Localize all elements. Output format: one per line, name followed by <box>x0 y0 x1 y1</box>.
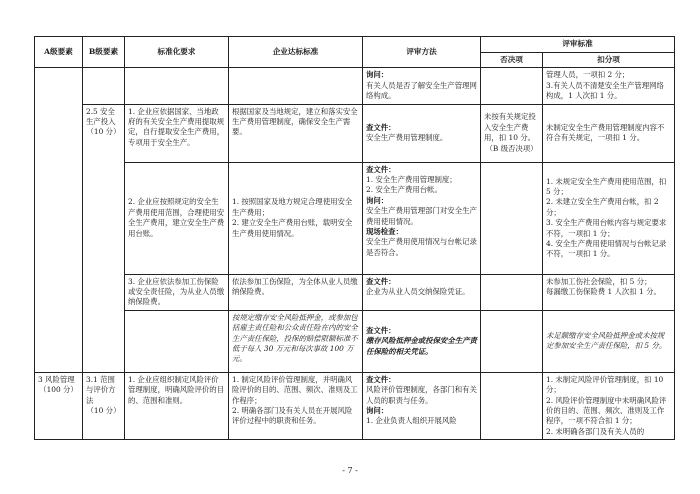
deduct-text: 未参加工伤社会保险，扣 5 分； <box>546 276 652 286</box>
method-text: 缴存风险抵押金或投保安全生产责任保险的相关凭证。 <box>366 336 477 356</box>
enterprise-cell <box>229 162 363 274</box>
veto-cell <box>481 274 543 310</box>
method-cell <box>363 104 481 162</box>
a-element-score: （100 分） <box>39 385 78 395</box>
standard-cell: 3. 企业应依法参加工伤保险或安全责任险，为从业人员缴纳保险费。 <box>125 274 229 310</box>
method-text: 有关人员是否了解安全生产管理网络构成。 <box>366 80 477 101</box>
page-number: - 7 - <box>342 466 358 475</box>
enterprise-text: 1. 按照国家及地方规定合理使用安全生产费用； <box>232 197 353 217</box>
header-review-standard: 评审标准 <box>481 37 675 53</box>
standard-cell: 2. 企业应按照规定的安全生产费用使用范围，合理使用安全生产费用，建立安全生产费用台账。 <box>125 162 229 274</box>
table-row <box>35 372 675 439</box>
header-enterprise-standard: 企业达标标准 <box>229 37 363 68</box>
method-text: 企业为从业人员交纳保险凭证。 <box>366 287 470 297</box>
method-text: 1. 安全生产费用管理制度； <box>366 175 457 185</box>
standard-cell <box>125 68 229 104</box>
method-label: 询问： <box>366 195 389 205</box>
method-label: 询问： <box>366 70 389 80</box>
method-label: 查文件： <box>366 122 396 132</box>
b-element-cell <box>83 104 125 372</box>
method-text: 2. 安全生产费用台帐。 <box>366 185 442 195</box>
enterprise-cell <box>229 68 363 104</box>
deduct-text: 1. 未规定安全生产费用使用范围，扣 5 分； <box>546 176 667 196</box>
header-b-element: B级要素 <box>83 37 125 68</box>
method-label: 查文件： <box>366 164 396 174</box>
enterprise-cell: 依法参加工伤保险，为全体从业人员缴纳保险费。 <box>229 274 363 310</box>
table-row <box>35 68 675 104</box>
method-label: 现场检查： <box>366 227 403 237</box>
enterprise-text: 2. 明确各部门及有关人员在开展风险评价过程中的职责和任务。 <box>232 406 353 426</box>
deduct-text: 2. 未明确各部门及有关人员的 <box>546 426 645 436</box>
enterprise-cell: 根据国家及当地规定，建立和落实安全生产费用管理制度，确保安全生产需要。 <box>229 104 363 162</box>
standard-cell: 1. 企业应组织制定风险评价管理制度，明确风险评价的目的、范围和准则。 <box>125 372 229 439</box>
veto-text: 未按有关规定投入安全生产费用，扣 10 分。 <box>484 112 536 143</box>
deduct-cell <box>543 68 675 104</box>
deduct-text: 1. 未制定风险评价管理制度，扣 10 分； <box>546 374 664 395</box>
enterprise-cell: 按规定缴存安全风险抵押金，或参加包括雇主责任险和公众责任险在内的安全生产责任保险，投保的赔偿限额标准不低于每人 30 万元和每次事故 100 万元。 <box>229 310 363 372</box>
veto-cell <box>481 104 543 162</box>
veto-note: （B 级否决项） <box>485 143 538 153</box>
veto-cell <box>481 372 543 439</box>
table-row <box>35 104 675 162</box>
table-row <box>35 162 675 274</box>
deduct-cell <box>543 372 675 439</box>
header-standard-requirement: 标准化要求 <box>125 37 229 68</box>
deduct-text: 管理人员，一项扣 2 分； <box>546 70 630 80</box>
deduct-text: 3.有关人员不清楚安全生产管理网络构成，1 人次扣 1 分。 <box>546 80 664 101</box>
header-review-method: 评审方法 <box>363 37 481 68</box>
header-a-element: A级要素 <box>35 37 83 68</box>
standard-cell <box>125 310 229 372</box>
b-element-cell <box>83 372 125 439</box>
header-row <box>35 37 675 53</box>
b-element-title: 3.1 范围与评价方法 <box>86 374 116 405</box>
b-element-score: （10 分） <box>86 406 121 416</box>
enterprise-text: 2. 建立安全生产费用台账，载明安全生产费用使用情况。 <box>232 218 353 238</box>
deduct-cell <box>543 274 675 310</box>
a-element-cell <box>35 68 83 372</box>
enterprise-text: 1. 制定风险评价管理制度，并明确风险评价的目的、范围、频次、准则及工作程序； <box>232 374 358 405</box>
method-text: 1. 企业负责人组织开展风险 <box>366 416 457 426</box>
veto-cell <box>481 310 543 372</box>
deduct-cell <box>543 162 675 274</box>
method-text: 安全生产费用使用情况与台帐记录是否符合。 <box>366 237 477 257</box>
veto-cell <box>481 68 543 104</box>
method-text: 安全生产费用管理制度。 <box>366 133 448 143</box>
method-text: 安全生产费用管理部门对安全生产费用使用情况。 <box>366 206 477 226</box>
b-element-score: （10 分） <box>86 127 121 137</box>
method-label: 查文件： <box>366 276 396 286</box>
table-row <box>35 310 675 372</box>
method-cell <box>363 310 481 372</box>
header-deduct: 扣分项 <box>543 53 675 68</box>
method-label: 询问： <box>366 406 389 416</box>
b-element-cell <box>83 68 125 104</box>
method-label: 查文件： <box>366 325 396 335</box>
method-text: 风险评价管理制度，各部门和有关人员的职责与任务。 <box>366 385 477 405</box>
method-cell <box>363 68 481 104</box>
header-veto: 否决项 <box>481 53 543 68</box>
table-row <box>35 274 675 310</box>
method-cell <box>363 274 481 310</box>
deduct-text: 4. 安全生产费用使用情况与台帐记录不符，一项扣 1 分。 <box>546 238 667 259</box>
standard-cell: 1. 企业应依据国家、当地政府的有关安全生产费用提取规定，自行提取安全生产费用，专项用于安全生产。 <box>125 104 229 162</box>
deduct-text: 2. 未建立安全生产费用台帐，扣 2 分； <box>546 197 659 217</box>
method-cell <box>363 162 481 274</box>
deduct-cell: 未足额缴存安全风险抵押金或未按规定参加安全生产责任保险，扣 5 分。 <box>543 310 675 372</box>
deduct-text: 每漏缴工伤保险费 1 人次扣 1 分。 <box>546 287 661 297</box>
deduct-cell: 未制定安全生产费用管理制度内容不符合有关规定，一项扣 1 分。 <box>543 104 675 162</box>
a-element-title: 3 风险管理 <box>38 374 75 384</box>
method-cell <box>363 372 481 439</box>
b-element-title: 2.5 安全生产投入 <box>86 106 116 127</box>
deduct-text: 2. 风险评价管理制度中未明确风险评价的目的、范围、频次、准则及工作程序，一项不符合扣 1 分； <box>546 395 667 426</box>
method-label: 查文件： <box>366 374 396 384</box>
standards-table <box>34 36 675 440</box>
veto-cell <box>481 162 543 274</box>
enterprise-cell <box>229 372 363 439</box>
deduct-text: 3. 安全生产费用台帐内容与规定要求不符，一项扣 1 分； <box>546 218 667 238</box>
a-element-cell <box>35 372 83 439</box>
